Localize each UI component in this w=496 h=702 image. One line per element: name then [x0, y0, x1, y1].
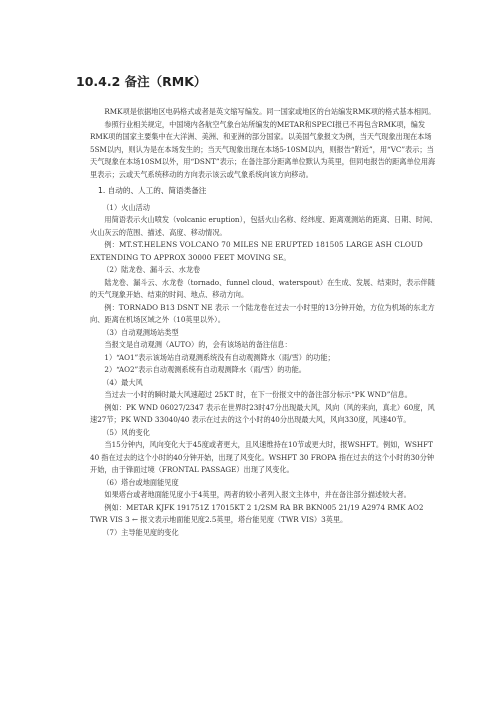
subsection-title: 1. 自动的、人工的、简语类备注 [98, 186, 207, 195]
item-volcano [90, 202, 438, 265]
item-heading: （2）陆龙卷、漏斗云、水龙卷 [102, 265, 201, 274]
section-title: 10.4.2 备注（RMK） [76, 74, 207, 89]
item-tornado [90, 264, 438, 327]
document-body [90, 106, 438, 539]
item-line: 1）“AO1”表示该场站自动观测系统没有自动观测降水（雨/雪）的功能； [104, 352, 335, 362]
item-heading: （5）风的变化 [102, 427, 150, 437]
item-line: 2）“AO2”表示自动观测系统有自动观测降水（雨/雪）的功能。 [104, 365, 306, 374]
item-station-type [90, 327, 438, 377]
item-heading: （3）自动观测场站类型 [102, 327, 179, 337]
item-heading: （1）火山活动 [102, 202, 150, 212]
item-heading: （6）塔台或地面能见度 [102, 477, 179, 487]
item-line: 如果塔台或者地面能见度小于4英里，两者的较小者列入报文主体中，并在备注部分描述较大者。 [104, 490, 411, 499]
item-line: 当15分钟内，风向变化大于45度或者更大，且风速维持在10节或更大时，报WSHFT。例如，WSHFT 40 指在过去的这个小时的40分钟开始，出现了风变化。WSHFT 30 FROPA 指在过去的这个小时的30分钟开始，由于锋面过境（FRONTAL PASSAGE）出现了风变化。 [90, 440, 435, 474]
item-line: 当过去一小时的瞬时最大风速超过 25KT 时，在下一份报文中的备注部分标示“PK WND”信息。 [104, 390, 412, 399]
item-example: 例：MT.ST.HELENS VOLCANO 70 MILES NE ERUPTED 181505 LARGE ASH CLOUD EXTENDING TO APPROX 30000 FEET MOVING SE。 [90, 240, 423, 262]
item-example: 例：TORNADO B13 DSNT NE 表示 一个陆龙卷在过去一小时里的13分钟开始，方位为机场的东北方向、距离在机场区域之外（10英里以外）。 [90, 302, 435, 324]
item-heading: （4）最大风 [102, 377, 143, 387]
item-example: 例如：PK WND 06027/2347 表示在世界时23时47分出现最大风，风向（风的来向，真北）60度，风速27节；PK WND 33040/40 表示在过去的这个小时的40分出现最大风，风向330度，风速40节。 [90, 402, 435, 424]
item-prevailing-visibility [90, 527, 438, 540]
item-line: 陆龙卷、漏斗云、水龙卷（tornado、funnel cloud、waterspout）在生成、发展、结束时，表示伴随的天气现象开始、结束的时间、地点、移动方向。 [90, 277, 435, 299]
item-wind-shift [90, 427, 438, 477]
paragraph-context: 参照行业相关规定，中国境内各航空气象台站所编发的METAR和SPECI报已不再包含RMK项，编发RMK项的国家主要集中在大洋洲、美洲、和亚洲的部分国家。以美国气象报文为例，当天气现象出现在本场5SM以内，则认为是在本场发生的；当天气现象出现在本场5-10SM以内，则报告“附近”，用“VC”表示；当天气现象在本场10SM以外，用“DSNT”表示；在备注部分距离单位默认为英里，但同电报告的距离单位用海里表示；云或天气系统移动的方向表示该云或气象系统向该方向移动。 [90, 119, 436, 179]
item-example: 例如：METAR KJFK 191751Z 17015KT 2 1/2SM RA BR BKN005 21/19 A2974 RMK AO2 TWR VIS 3 ← 报文表示地面能见度2.5英里，塔台能见度（TWR VIS）3英里。 [90, 502, 424, 524]
paragraph-intro: RMK项是依据地区电码格式或者是英文缩写编发。同一国家或地区的台站编发RMK项的格式基本相同。 [104, 107, 436, 116]
item-line: 当报文是自动观测（AUTO）的，会有该场站的备注信息： [104, 340, 292, 349]
item-line: 用简语表示火山喷发（volcanic eruption），包括火山名称、经纬度、距离观测站的距离、日期、时间、火山灰云的范围、描述、高度、移动情况。 [90, 215, 438, 237]
item-peak-wind [90, 377, 438, 427]
item-heading: （7）主导能见度的变化 [102, 527, 179, 537]
item-visibility [90, 477, 438, 527]
